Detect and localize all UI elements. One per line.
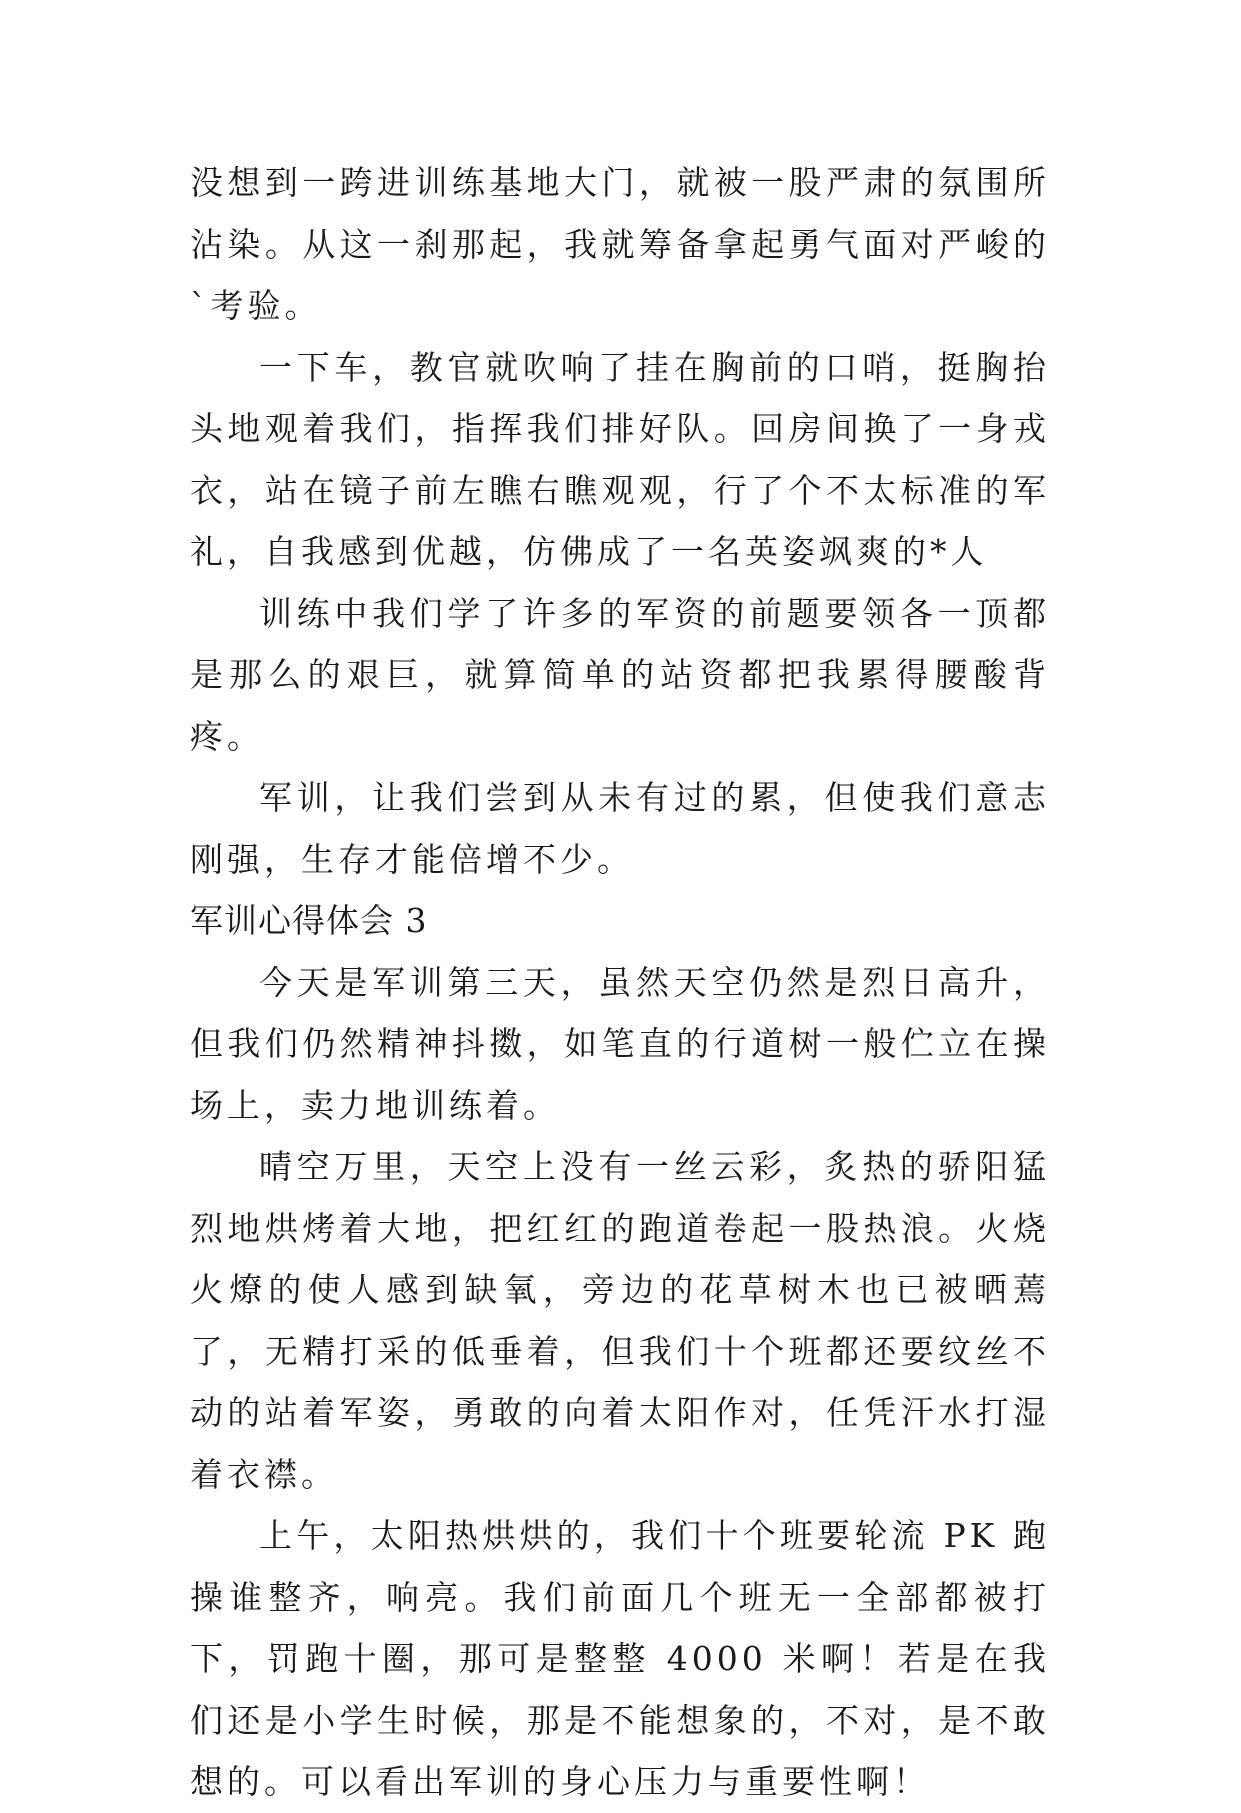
paragraph-5: 今天是军训第三天，虽然天空仍然是烈日高升，但我们仍然精神抖擞，如笔直的行道树一般伫立在操场上，卖力地训练着。 <box>190 962 1050 1125</box>
paragraph-6: 晴空万里，天空上没有一丝云彩，炙热的骄阳猛烈地烘烤着大地，把红红的跑道卷起一股热浪。火烧火燎的使人感到缺氧，旁边的花草树木也已被晒蔫了，无精打采的低垂着，但我们十个班都还要纹丝不动的站着军姿，勇敢的向着太阳作对，任凭汗水打湿着衣襟。 <box>190 1147 1050 1494</box>
paragraph-2: 一下车，教官就吹响了挂在胸前的口哨，挺胸抬头地观着我们，指挥我们排好队。回房间换了一身戎衣，站在镜子前左瞧右瞧观观，行了个不太标准的军礼，自我感到优越，仿佛成了一名英姿飒爽的*人 <box>190 347 1050 571</box>
document-body <box>190 152 1050 1813</box>
paragraph-3: 训练中我们学了许多的军资的前题要领各一顶都是那么的艰巨，就算简单的站资都把我累得腰酸背疼。 <box>190 593 1050 756</box>
paragraph-1: 没想到一跨进训练基地大门，就被一股严肃的氛围所沾染。从这一刹那起，我就筹备拿起勇气面对严峻的`考验。 <box>190 163 1050 325</box>
paragraph-7: 上午，太阳热烘烘的，我们十个班要轮流 PK 跑操谁整齐，响亮。我们前面几个班无一全部都被打下，罚跑十圈，那可是整整 4000 米啊！若是在我们还是小学生时候，那是不能想象的，不对，是不敢想的。可以看出军训的身心压力与重要性啊！ <box>190 1516 1050 1801</box>
section-heading: 军训心得体会 3 <box>190 901 428 940</box>
paragraph-4: 军训，让我们尝到从未有过的累，但使我们意志刚强，生存才能倍增不少。 <box>190 778 1050 879</box>
